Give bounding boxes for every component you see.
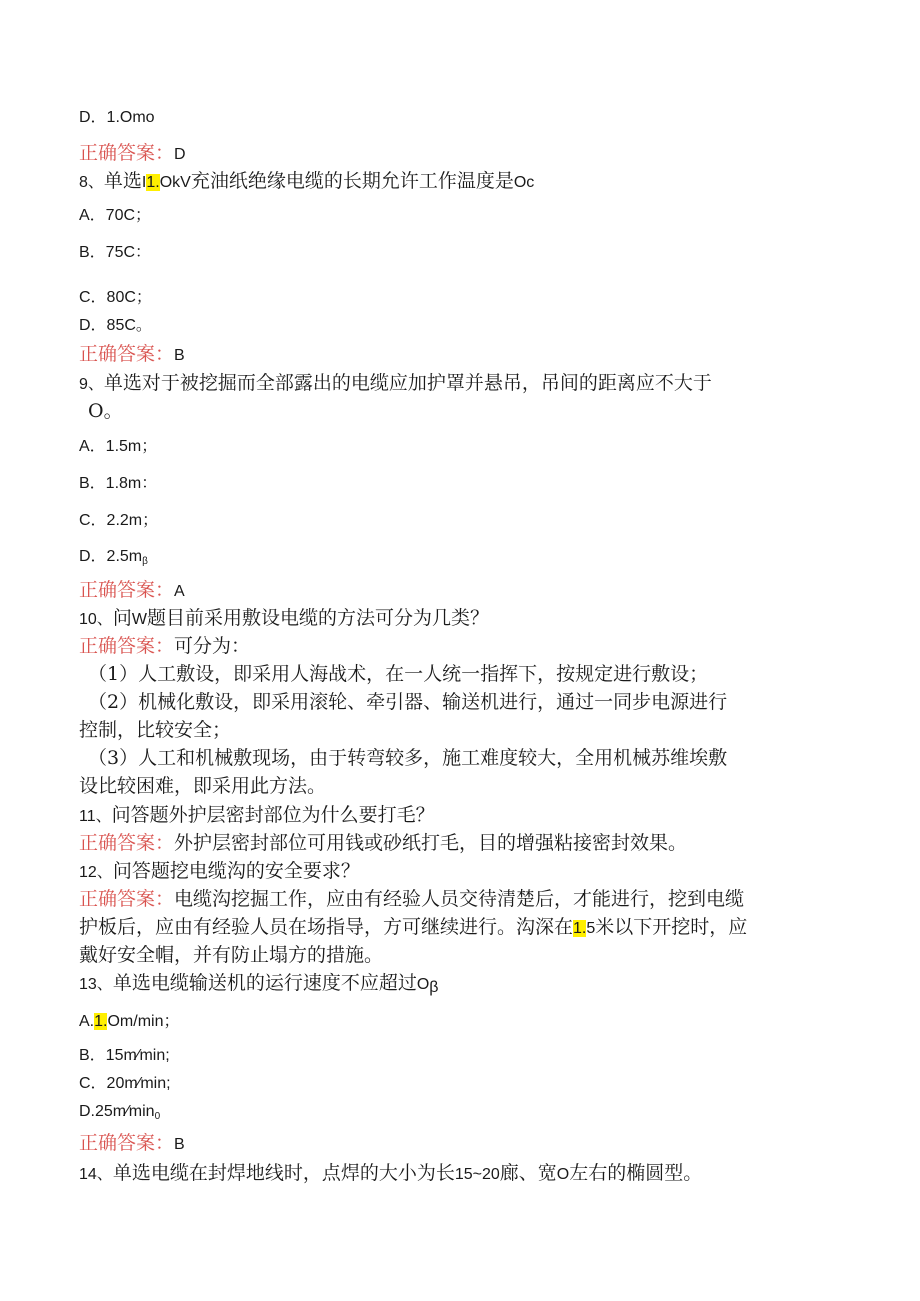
highlight-mark: 1. <box>146 174 160 191</box>
question-number: 11、 <box>79 808 112 825</box>
q10-item-1 <box>88 661 708 687</box>
stem-part: O <box>416 976 430 993</box>
answer-label: 正确答案： <box>79 635 175 657</box>
stem-part: 问答题外护层密封部位为什么要打毛？ <box>111 804 435 826</box>
q9-stem <box>79 370 712 396</box>
answer-label: 正确答案： <box>79 343 175 365</box>
stem-part: 充油纸绝缘电缆的长期允许工作温度是 <box>190 170 514 192</box>
subscript-mark: 0 <box>154 1111 161 1122</box>
item-text: 机械化敷设，即采用滚轮、牵引器、输送机进行，通过一同步电源进行 <box>138 691 728 713</box>
item-number: （2） <box>88 691 139 713</box>
q13-option-d <box>79 1099 160 1125</box>
answer-text: 5 <box>586 920 596 937</box>
answer-label: 正确答案： <box>79 888 175 910</box>
q8-option-d: D．85C。 <box>79 317 152 334</box>
item-number: （3） <box>88 747 139 769</box>
answer-text: 米以下开挖时，应 <box>595 916 748 938</box>
q10-answer <box>79 633 250 659</box>
answer-label: 正确答案： <box>79 579 175 601</box>
subscript-mark: β <box>429 979 439 996</box>
q7-answer <box>79 140 186 166</box>
q14-stem <box>79 1160 702 1186</box>
answer-value: A <box>174 583 185 600</box>
q7-option-d: D．1.Omo <box>79 109 155 126</box>
answer-value: 可分为： <box>174 635 251 657</box>
stem-part: O <box>556 1166 570 1183</box>
question-number: 9、 <box>79 376 104 393</box>
q9-option-a: A．1.5m； <box>79 438 158 455</box>
q10-item-2-cont <box>79 717 231 743</box>
q10-item-2 <box>88 689 727 715</box>
q9-answer <box>79 577 185 603</box>
stem-part: 单选电缆在封焊地线时，点焊的大小为长 <box>112 1162 455 1184</box>
q11-stem <box>79 802 435 828</box>
q8-option-b: B．75C： <box>79 244 152 261</box>
stem-part: Oc <box>513 174 535 191</box>
item-text: 设比较困难，即采用此方法。 <box>79 775 327 797</box>
q9-option-d <box>79 544 148 570</box>
q9-option-b: B．1.8m： <box>79 475 158 492</box>
item-number: （1） <box>88 663 139 685</box>
stem-part: 左右的椭圆型。 <box>569 1162 703 1184</box>
highlight-mark: 1. <box>573 920 587 937</box>
answer-value: D <box>174 146 186 163</box>
question-type: 单选 <box>103 170 142 192</box>
q12-answer <box>79 886 744 912</box>
stem-part: 廊、宽 <box>499 1162 557 1184</box>
item-text: 人工敷设，即采用人海战术，在一人统一指挥下，按规定进行敷设； <box>138 663 709 685</box>
answer-value: B <box>174 347 185 364</box>
question-number: 13、 <box>79 976 113 993</box>
q12-answer-line-3 <box>79 942 383 968</box>
highlight-mark: 1. <box>94 1013 108 1030</box>
item-text: 人工和机械敷现场，由于转弯较多，施工难度较大，全用机械苏维埃敷 <box>138 747 728 769</box>
answer-value: B <box>174 1136 185 1153</box>
q10-item-3-cont <box>79 773 326 799</box>
stem-part: O。 <box>88 400 123 422</box>
subscript-mark: β <box>142 556 148 567</box>
q9-option-c: C．2.2m； <box>79 512 159 529</box>
option-text: Om/min； <box>107 1013 180 1030</box>
q12-answer-line-2 <box>79 914 747 940</box>
stem-part: 问答题挖电缆沟的安全要求？ <box>112 860 360 882</box>
q8-stem <box>79 168 534 194</box>
stem-part: W <box>131 611 147 628</box>
item-text: 控制，比较安全； <box>79 719 232 741</box>
answer-value: 电缆沟挖掘工作，应由有经验人员交待清楚后，才能进行，挖到电缆 <box>174 888 745 910</box>
q10-item-3 <box>88 745 727 771</box>
question-number: 14、 <box>79 1166 113 1183</box>
answer-text: 戴好安全帽，并有防止塌方的措施。 <box>79 944 384 966</box>
q8-option-a: A．70C； <box>79 207 152 224</box>
option-text: D．2.5m <box>79 548 143 565</box>
question-number: 12、 <box>79 864 113 881</box>
stem-part: 单选电缆输送机的运行速度不应超过 <box>112 972 417 994</box>
q9-stem-cont <box>88 398 123 424</box>
stem-part: OkV <box>159 174 191 191</box>
answer-text: 护板后，应由有经验人员在场指导，方可继续进行。沟深在 <box>79 916 574 938</box>
answer-label: 正确答案： <box>79 1132 175 1154</box>
stem-part: 问 <box>112 607 132 629</box>
stem-part: 单选对于被挖掘而全部露出的电缆应加护罩并悬吊，吊间的距离应不大于 <box>103 372 712 394</box>
option-text: D.25m∕min <box>79 1103 155 1120</box>
option-letter: A. <box>79 1013 95 1030</box>
stem-part: 题目前采用敷设电缆的方法可分为几类？ <box>146 607 489 629</box>
stem-part: 15~20 <box>454 1166 500 1183</box>
question-number: 8、 <box>79 174 104 191</box>
q13-stem <box>79 970 438 996</box>
answer-value: 外护层密封部位可用钱或砂纸打毛，目的增强粘接密封效果。 <box>174 832 688 854</box>
q8-option-c: C．80C； <box>79 289 152 306</box>
stem-part: I <box>141 174 147 191</box>
q11-answer <box>79 830 687 856</box>
q10-stem <box>79 605 489 631</box>
q8-answer <box>79 341 185 367</box>
question-number: 10、 <box>79 611 113 628</box>
answer-label: 正确答案： <box>79 142 175 164</box>
q13-option-c: C．20m∕min; <box>79 1075 171 1092</box>
q13-option-b: B．15m∕min; <box>79 1047 170 1064</box>
answer-label: 正确答案： <box>79 832 175 854</box>
q13-option-a <box>79 1009 179 1035</box>
q12-stem <box>79 858 360 884</box>
q13-answer <box>79 1130 185 1156</box>
